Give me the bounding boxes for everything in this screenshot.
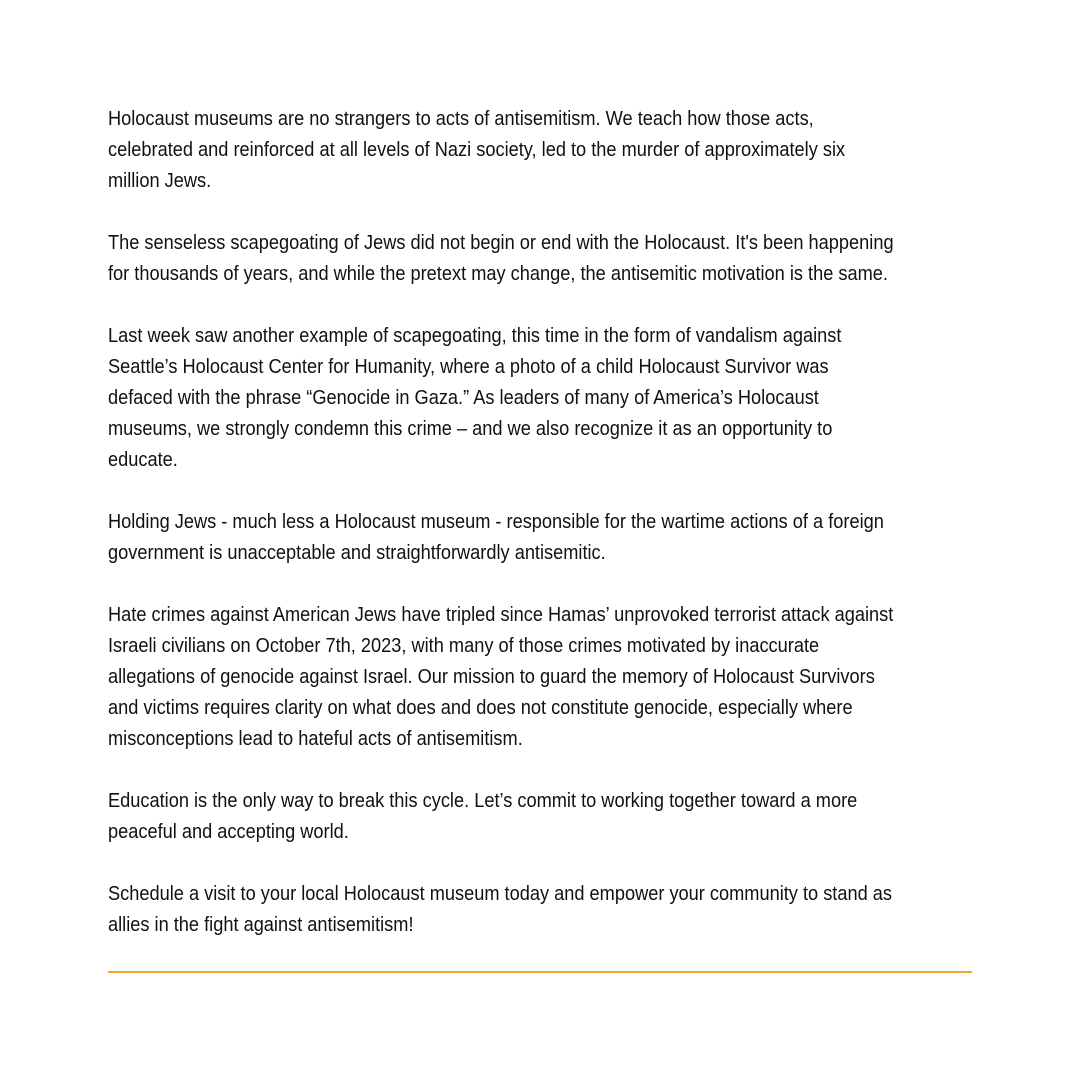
text-line: Hate crimes against American Jews have tripled since Hamas’ unprovoked terrorist attack against <box>108 604 894 626</box>
text-line: million Jews. <box>108 170 212 192</box>
text-line: Holding Jews - much less a Holocaust museum - responsible for the wartime actions of a foreign <box>108 511 884 533</box>
paragraph <box>108 507 1028 569</box>
text-line: Holocaust museums are no strangers to acts of antisemitism. We teach how those acts, <box>108 108 814 130</box>
text-line: Schedule a visit to your local Holocaust museum today and empower your community to stand as <box>108 883 893 905</box>
paragraph <box>108 786 1028 848</box>
paragraph <box>108 879 1028 941</box>
text-line: museums, we strongly condemn this crime – and we also recognize it as an opportunity to <box>108 418 833 440</box>
text-line: and victims requires clarity on what does and does not constitute genocide, especially where <box>108 697 853 719</box>
text-line: Education is the only way to break this cycle. Let’s commit to working together toward a more <box>108 790 858 812</box>
text-line: government is unacceptable and straightforwardly antisemitic. <box>108 542 606 564</box>
paragraph <box>108 104 1028 197</box>
divider-line <box>108 971 972 973</box>
text-line: Last week saw another example of scapegoating, this time in the form of vandalism against <box>108 325 842 347</box>
text-line: for thousands of years, and while the pretext may change, the antisemitic motivation is the same. <box>108 263 888 285</box>
statement-body <box>108 104 1028 972</box>
text-line: Israeli civilians on October 7th, 2023, with many of those crimes motivated by inaccurate <box>108 635 820 657</box>
text-line: allies in the fight against antisemitism! <box>108 914 414 936</box>
text-line: allegations of genocide against Israel. Our mission to guard the memory of Holocaust Survivors <box>108 666 875 688</box>
text-line: The senseless scapegoating of Jews did not begin or end with the Holocaust. It's been happening <box>108 232 894 254</box>
text-line: misconceptions lead to hateful acts of antisemitism. <box>108 728 523 750</box>
paragraph <box>108 228 1028 290</box>
text-line: Seattle’s Holocaust Center for Humanity, where a photo of a child Holocaust Survivor was <box>108 356 829 378</box>
paragraph <box>108 321 1028 476</box>
paragraph <box>108 600 1028 755</box>
text-line: defaced with the phrase “Genocide in Gaza.” As leaders of many of America’s Holocaust <box>108 387 819 409</box>
text-line: peaceful and accepting world. <box>108 821 349 843</box>
text-line: educate. <box>108 449 178 471</box>
text-line: celebrated and reinforced at all levels of Nazi society, led to the murder of approximately six <box>108 139 846 161</box>
